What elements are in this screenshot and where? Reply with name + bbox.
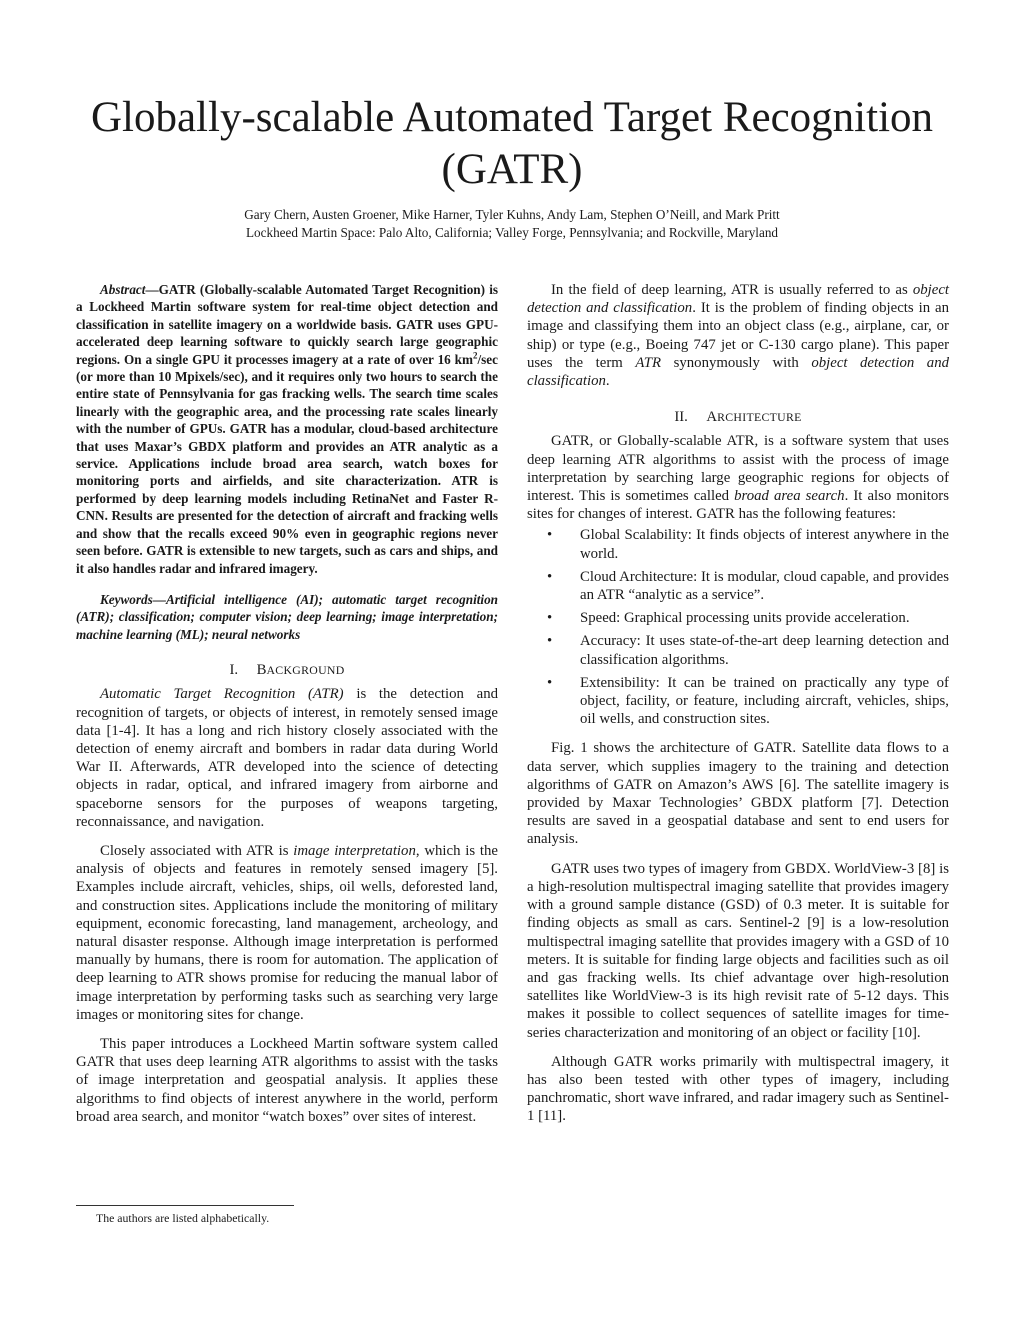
abstract-text-a: GATR (Globally-scalable Automated Target Recognition) is a Lockheed Martin software system for real-time object detection and classification in satellite imagery on a worldwide basis. GATR uses GPU-accelerated deep learning software to quickly search large geographic regions. On a single GPU it processes imagery at a rate of over 16 km [76, 282, 498, 367]
intro-em-3: object detection and classification [527, 354, 950, 390]
section-heading-background [76, 661, 498, 679]
title-line-2: (GATR) [441, 146, 583, 193]
list-item [527, 632, 949, 668]
section-heading-architecture [527, 408, 949, 426]
background-paragraph-1 [76, 685, 498, 831]
footnote: The authors are listed alphabetically. [96, 1211, 270, 1225]
intro-c: synonymously with [661, 354, 812, 371]
keywords [76, 591, 498, 643]
architecture-paragraph-4: Although GATR works primarily with multispectral imagery, it has also been tested with other types of imagery, including panchromatic, short wave infrared, and radar imagery such as Sentinel-1 [11]. [527, 1053, 949, 1125]
section-number: I. [229, 662, 239, 679]
list-item [527, 568, 949, 604]
bullet-icon: • [547, 527, 553, 544]
abstract [76, 281, 498, 577]
left-column [76, 281, 498, 1126]
section-title-rest: ACKGROUND [266, 663, 345, 678]
abstract-dash: — [145, 282, 159, 297]
intro-em-1: object detection and classification [527, 282, 949, 317]
section-title-rest: RCHITECTURE [717, 410, 802, 425]
intro-b: . It is the problem of finding objects in an image and classifying them into an object class (e.g., airplane, car, or ship) or type (e.g., Boeing 747 jet or C-130 cargo plane). This paper uses the term [527, 300, 949, 371]
background-p2-a: Closely associated with ATR is [100, 842, 294, 859]
abstract-superscript: 2 [472, 350, 478, 361]
abstract-label: Abstract [100, 282, 146, 297]
list-item [527, 674, 949, 729]
feature-text: Extensibility: It can be trained on practically any type of object, facility, or feature, including aircraft, vehicles, ships, oil wells, and construction sites. [580, 674, 949, 728]
author-list: Gary Chern, Austen Groener, Mike Harner, Tyler Kuhns, Andy Lam, Stephen O’Neill, and Mark Pritt [244, 207, 780, 222]
list-item [527, 526, 949, 562]
intro-d: . [605, 373, 610, 390]
intro-a: In the field of deep learning, ATR is usually referred to as [551, 282, 913, 298]
background-paragraph-2 [76, 842, 498, 1024]
background-paragraph-3: This paper introduces a Lockheed Martin software system called GATR that uses deep learning ATR algorithms to assist with the tasks of image interpretation and geospatial analysis. It applies these algorithms to find objects of interest anywhere in the world, perform broad area search, and monitor “watch boxes” over sites of interest. [76, 1035, 498, 1125]
bullet-icon: • [547, 568, 553, 585]
feature-text: Global Scalability: It finds objects of interest anywhere in the world. [580, 527, 949, 562]
feature-list [527, 526, 949, 728]
section-number: II. [674, 409, 688, 426]
abstract-text-b: /sec (or more than 10 Mpixels/sec), and it requires only two hours to search the entire state of Pennsylvania for gas fracking wells. The search time scales linearly with the geographic area, and the processing rate scales linearly with the number of GPUs. GATR has a modular, cloud-based architecture that uses Maxar’s GBDX platform and provides an ATR analytic as a service. Applications include broad area search, watch boxes for monitoring ports and airfields, and site characterization. ATR is performed by deep learning models including RetinaNet and Faster R-CNN. Results are presented for the detection of aircraft and fracking wells and show that the recalls exceed 90% even in geographic regions never seen before. GATR is extensible to new targets, such as cars and ships, and it also handles radar and infrared imagery. [76, 351, 498, 576]
section-title-initial: A [706, 409, 718, 426]
architecture-paragraph-3: GATR uses two types of imagery from GBDX. WorldView-3 [8] is a high-resolution multispectral imaging satellite that provides imagery with a ground sample distance (GSD) of 0.3 meter. It is suitable for finding objects as small as cars. Sentinel-2 [9] is a low-resolution multispectral imaging satellite that provides imagery with a GSD of 10 meters. It is suitable for finding large objects and facilities such as oil and gas fracking wells. Its chief advantage over high-resolution satellites like WorldView-3 is its high revisit rate of 5-12 days. This makes it possible to collect sequences of satellite images for time-series characterization and monitoring of an object or facility [10]. [527, 860, 949, 1041]
architecture-paragraph-1 [527, 432, 949, 523]
image-interpretation-term: image interpretation [293, 842, 416, 859]
architecture-p1-b: . It also monitors sites for changes of interest. GATR has the following features: [527, 488, 949, 523]
bullet-icon: • [547, 610, 553, 627]
section-title-initial: B [256, 662, 267, 679]
feature-text: Speed: Graphical processing units provide acceleration. [580, 610, 910, 627]
feature-text: Accuracy: It uses state-of-the-art deep learning detection and classification algorithms. [580, 633, 949, 668]
architecture-p1-a: GATR, or Globally-scalable ATR, is a software system that uses deep learning ATR algorithms to assist with the process of image interpretation by searching large geographic regions for objects of interest. This is sometimes called [527, 433, 949, 505]
affiliation: Lockheed Martin Space: Palo Alto, California; Valley Forge, Pennsylvania; and Rockville, Maryland [245, 225, 779, 240]
paper-title [90, 92, 934, 196]
keywords-text: Artificial intelligence (AI); automatic target recognition (ATR); classification; computer vision; deep learning; image interpretation; machine learning (ML); neural networks [76, 591, 498, 642]
keywords-label: Keywords— [100, 591, 166, 607]
right-column [527, 281, 949, 1126]
footnote-divider [76, 1205, 294, 1206]
list-item [527, 609, 949, 627]
intro-em-2: ATR [635, 354, 662, 371]
feature-text: Cloud Architecture: It is modular, cloud capable, and provides an ATR “analytic as a service”. [580, 568, 949, 604]
bullet-icon: • [547, 633, 553, 650]
architecture-paragraph-2: Fig. 1 shows the architecture of GATR. Satellite data flows to a data server, which supplies imagery to the training and detection algorithms of GATR on Amazon’s AWS [6]. The satellite imagery is provided by Maxar Technologies’ GBDX platform [7]. Detection results are saved in a geospatial database and sent to end users for analysis. [527, 740, 949, 848]
bullet-icon: • [547, 674, 553, 691]
title-line-1: Globally-scalable Automated Target Recognition [90, 94, 934, 141]
intro-paragraph [527, 281, 949, 390]
atr-term: Automatic Target Recognition (ATR) [100, 686, 344, 703]
background-p1-text: is the detection and recognition of targets, or objects of interest, in remotely sensed image data [1-4]. It has a long and rich history closely associated with the detection of enemy aircraft and bombers in radar data during World War II. Afterwards, ATR developed into the science of detecting objects in radar, optical, and infrared imagery from airborne and spaceborne sensors for the purposes of weapons targeting, reconnaissance, and navigation. [76, 686, 498, 830]
background-p2-b: , which is the analysis of objects and features in remotely sensed imagery [5]. Examples include aircraft, vehicles, ships, oil wells, deforested land, and construction sites. Applications include the monitoring of military equipment, economic forecasting, land management, archeology, and natural disaster response. Although image interpretation is performed manually by humans, there is room for automation. The application of deep learning to ATR shows promise for reducing the manual labor of image interpretation by performing tasks such as searching very large images or monitoring sites for change. [76, 842, 498, 1023]
broad-area-search-term: broad area search [734, 488, 845, 505]
